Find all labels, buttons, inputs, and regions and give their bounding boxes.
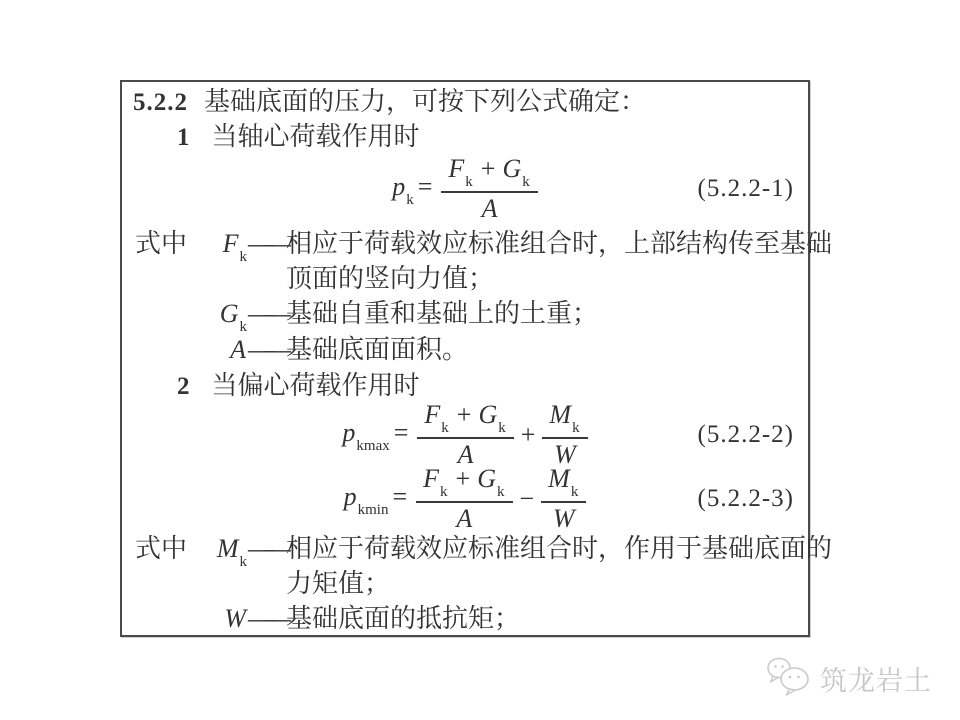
list-item-1 [177,119,808,154]
definition-row-gk [122,296,808,336]
definition-row-a [122,332,808,368]
fraction: $\frac{F_k + G_k}{A}$ [441,155,537,223]
fraction: $\frac{M_k}{W}$ [542,401,587,469]
definition-row-fk [122,226,833,296]
item-2-text: 当偏心荷载作用时 [211,371,420,400]
dash: —— [248,604,282,633]
equation-label-3: (5.2.2-3) [697,485,794,512]
symbol-a: A [230,335,246,364]
where-prefix-spacer [122,601,210,637]
formula-1 [392,155,538,223]
operator: + [520,420,536,449]
where-prefix: 式中 [135,229,188,258]
wechat-icon [765,656,811,701]
symbol-gk: $G_k$ [219,299,247,336]
equation-label-1: (5.2.2-1) [697,175,794,202]
formula-3-lhs: $p_{kmin}$ = [343,481,408,519]
formula-2-lhs: $p_{kmax}$ = [342,417,409,455]
symbol-mk: $M_k$ [216,534,247,571]
where-prefix-spacer [122,332,210,368]
dash: —— [248,299,282,328]
definition-text-w: 基础底面的抵抗矩； [286,604,521,633]
definition-row-w [122,601,808,637]
section-heading [133,84,808,119]
definition-text-gk: 基础自重和基础上的土重； [286,299,599,328]
definition-text-a: 基础底面面积。 [286,335,469,364]
code-section-box [120,80,833,637]
dash: —— [248,229,282,258]
list-item-2 [177,368,808,403]
formula-2 [342,401,587,469]
dash: —— [248,534,282,563]
definition-row-mk [122,531,833,601]
formula-row-2 [122,399,808,469]
equation-label-2: (5.2.2-2) [697,421,794,448]
item-1-text: 当轴心荷载作用时 [211,122,420,151]
where-prefix-spacer [122,296,210,332]
watermark [765,656,932,701]
symbol-fk: $F_k$ [222,229,247,266]
section-heading-text: 基础底面的压力，可按下列公式确定： [204,87,647,116]
formula-row-3 [122,463,808,533]
where-prefix: 式中 [135,534,188,563]
brand-name: 筑龙岩土 [820,666,932,696]
symbol-w: W [224,604,246,633]
formula-3 [344,465,587,533]
formula-row-1 [122,153,808,223]
formula-1-lhs: $p_k$ = [392,171,433,209]
operator: − [519,484,535,513]
fraction: $\frac{F_k + G_k}{A}$ [416,465,512,533]
dash: —— [248,335,282,364]
item-2-number: 2 [177,373,190,400]
item-1-number: 1 [177,124,190,151]
fraction: $\frac{F_k + G_k}{A}$ [417,401,513,469]
definition-text-fk: 相应于荷载效应标准组合时，上部结构传至基础 顶面的竖向力值； [286,229,833,293]
fraction: $\frac{M_k}{W}$ [541,465,586,533]
section-number: 5.2.2 [133,89,188,116]
definition-text-mk: 相应于荷载效应标准组合时，作用于基础底面的 力矩值； [286,534,833,598]
